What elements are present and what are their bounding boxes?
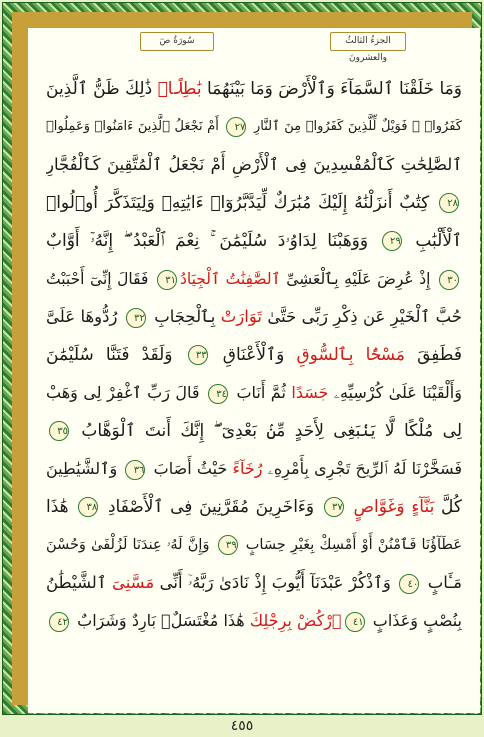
text-line xyxy=(46,298,462,336)
ayah-number-marker: ٤٠ xyxy=(399,574,419,594)
ayah-number-marker: ٣٦ xyxy=(125,460,145,480)
text-segment: ۚ ذَٰلِكَ ظَنُّ ٱلَّذِينَ xyxy=(46,79,158,99)
ayah-number-marker: ٢٧ xyxy=(226,117,246,137)
text-line xyxy=(46,108,462,146)
text-segment: وَلَقَدْ فَتَنَّا سُلَيْمَٰنَ xyxy=(46,345,185,365)
text-segment: بِنُصْبٍ وَعَذَابٍ xyxy=(367,611,462,630)
text-line xyxy=(46,70,462,108)
text-segment: ٱلصَّٰلِحَٰتِ كَٱلْمُفْسِدِينَ فِى ٱلْأَرْضِ أَمْ نَجْعَلُ ٱلْمُتَّقِينَ كَٱلْفُجَّارِ xyxy=(46,155,462,174)
text-segment: كُلَّ xyxy=(434,497,462,517)
ayah-number-marker: ٣١ xyxy=(157,270,177,290)
ayah-number-marker: ٣٥ xyxy=(49,421,69,441)
text-segment: إِذْ عُرِضَ عَلَيْهِ بِٱلْعَشِىِّ xyxy=(280,270,436,288)
highlighted-word: بَٰطِلًا xyxy=(157,79,202,99)
text-line xyxy=(46,412,462,450)
ayah-number-marker: ٣٢ xyxy=(126,308,146,328)
text-segment: ٱلشَّيْطَٰنُ xyxy=(46,573,112,592)
highlighted-word: رُخَآءً xyxy=(232,459,263,478)
ayah-number-marker: ٣٧ xyxy=(324,497,344,517)
text-line xyxy=(46,146,462,184)
text-segment: كِتَٰبٌ أَنزَلْنَٰهُ إِلَيْكَ مُبَٰرَكٌ لِّيَدَّبَّرُوٓا۟ ءَايَٰتِهِۦ وَلِيَتَذَكَّرَ أُو۟لُوا۟ xyxy=(46,193,436,213)
text-line xyxy=(46,526,462,564)
text-line xyxy=(46,260,462,298)
surah-name-label: سُورَةُ صٓ xyxy=(140,32,214,51)
text-segment: كَفَرُوا۟ ۚ فَوَيْلٌ لِّلَّذِينَ كَفَرُوا۟ مِنَ ٱلنَّارِ xyxy=(249,119,462,134)
ayah-number-marker: ٤٢ xyxy=(49,612,69,632)
text-line xyxy=(46,222,462,260)
text-segment: فَطَفِقَ xyxy=(405,345,462,365)
text-line xyxy=(46,336,462,374)
highlighted-word: ٱلصَّٰفِنَٰتُ ٱلْجِيَادُ xyxy=(179,270,281,288)
ayah-number-marker: ٤١ xyxy=(345,612,365,632)
page-number: ٤٥٥ xyxy=(230,718,254,734)
text-line xyxy=(46,450,462,488)
text-line xyxy=(46,564,462,602)
text-segment: هَٰذَا مُغْتَسَلٌۢ بَارِدٌ وَشَرَابٌ xyxy=(72,611,250,630)
ayah-number-marker: ٢٨ xyxy=(439,193,459,213)
text-line xyxy=(46,184,462,222)
highlighted-word: ٱرْكُضْ بِرِجْلِكَ xyxy=(249,611,342,630)
text-segment: قَالَ رَبِّ ٱغْفِرْ لِى وَهَبْ xyxy=(46,383,206,402)
text-line xyxy=(46,374,462,412)
ayah-number-marker: ٣٠ xyxy=(439,270,459,290)
text-line xyxy=(46,602,462,640)
text-segment: هَٰذَا xyxy=(46,497,76,517)
highlighted-word: تَوَارَتْ xyxy=(220,307,262,326)
text-area xyxy=(28,28,480,713)
text-segment: حُبَّ ٱلْخَيْرِ عَن ذِكْرِ رَبِّى حَتَّىٰ xyxy=(261,307,462,326)
text-segment: وَوَهَبْنَا لِدَاوُۥدَ سُلَيْمَٰنَ ۚ نِعْمَ ٱلْعَبْدُ ۖ إِنَّهُۥٓ أَوَّابٌ xyxy=(46,231,379,251)
text-segment: فَقَالَ إِنِّىٓ أَحْبَبْتُ xyxy=(46,270,154,288)
text-segment: لِى مُلْكًا لَّا يَنۢبَغِى لِأَحَدٍ مِّنۢ بَعْدِىٓ ۖ إِنَّكَ أَنتَ ٱلْوَهَّابُ xyxy=(72,421,462,441)
ayah-number-marker: ٢٩ xyxy=(382,231,402,251)
frame-gold-border xyxy=(12,12,472,705)
highlighted-word: مَسَّنِىَ xyxy=(111,573,155,592)
highlighted-word: جَسَدًا xyxy=(291,383,329,402)
text-segment: وَٱلشَّيَٰطِينَ xyxy=(46,459,123,478)
text-segment: ٱلْأَلْبَٰبِ xyxy=(404,231,462,251)
text-segment: وَمَا خَلَقْنَا ٱلسَّمَآءَ وَٱلْأَرْضَ وَمَا بَيْنَهُمَا xyxy=(201,79,462,99)
quran-text xyxy=(46,28,462,713)
text-segment: وَإِنَّ لَهُۥ عِندَنَا لَزُلْفَىٰ وَحُسْنَ xyxy=(46,537,215,553)
text-segment: عَطَآؤُنَا فَٱمْنُنْ أَوْ أَمْسِكْ بِغَيْرِ حِسَابٍ xyxy=(240,537,462,553)
text-segment: وَٱلْأَعْنَاقِ xyxy=(210,345,297,365)
text-segment: وَءَاخَرِينَ مُقَرَّنِينَ فِى ٱلْأَصْفَادِ xyxy=(101,497,321,517)
text-segment: وَأَلْقَيْنَا عَلَىٰ كُرْسِيِّهِۦ xyxy=(328,383,462,402)
ayah-number-marker: ٣٩ xyxy=(218,535,238,555)
highlighted-word: بَنَّآءٍ وَغَوَّاصٍ xyxy=(353,497,435,517)
text-line xyxy=(46,488,462,526)
ayah-number-marker: ٣٨ xyxy=(78,497,98,517)
text-segment: فَسَخَّرْنَا لَهُ ٱلرِّيحَ تَجْرِى بِأَمْرِهِۦ xyxy=(262,459,462,478)
text-segment: رُدُّوهَا عَلَىَّ xyxy=(46,307,123,326)
juz-label: الجزءُ الثالثُ والعشرونَ xyxy=(330,32,406,51)
ayah-number-marker: ٣٤ xyxy=(208,384,228,404)
text-segment: بِٱلْحِجَابِ xyxy=(148,307,221,326)
text-segment: حَيْثُ أَصَابَ xyxy=(148,459,233,478)
text-segment: مَـَٔابٍ xyxy=(422,573,462,592)
text-segment: ثُمَّ أَنَابَ xyxy=(231,383,292,402)
ayah-number-marker: ٣٣ xyxy=(188,345,208,365)
text-segment: وَٱذْكُرْ عَبْدَنَآ أَيُّوبَ إِذْ نَادَىٰ رَبَّهُۥٓ أَنِّى xyxy=(154,573,397,592)
text-segment: أَمْ نَجْعَلُ ٱلَّذِينَ ءَامَنُوا۟ وَعَمِلُوا۟ xyxy=(46,119,224,134)
highlighted-word: مَسْحًۢا بِٱلسُّوقِ xyxy=(296,345,405,365)
